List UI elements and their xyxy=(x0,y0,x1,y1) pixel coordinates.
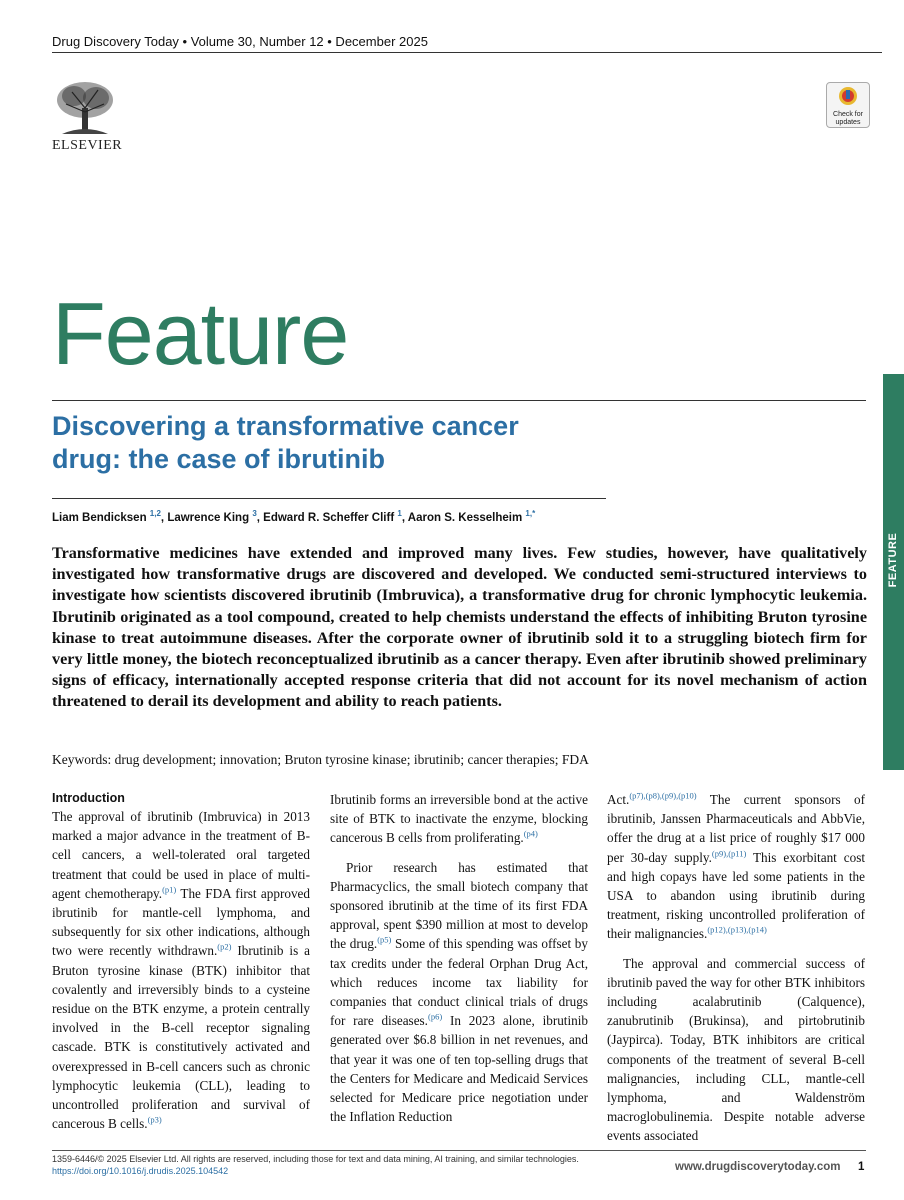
journal-header: Drug Discovery Today • Volume 30, Number 12 • December 2025 xyxy=(52,34,428,49)
citation-link[interactable]: (p5) xyxy=(377,935,392,946)
section-heading: Feature xyxy=(52,284,349,383)
citation-link[interactable]: (p6) xyxy=(427,1011,443,1022)
citation-link[interactable]: (p3) xyxy=(147,1114,162,1125)
paragraph: Ibrutinib forms an irreversible bond at the active site of BTK to inactivate the enzyme, blocking cancerous B cells from proliferating.$^{(p4)}$ xyxy=(330,792,588,846)
elsevier-tree-logo-icon xyxy=(52,78,118,136)
citation-link[interactable]: (p4) xyxy=(523,829,538,840)
keywords-label: Keywords: xyxy=(52,752,112,767)
publisher-name: ELSEVIER xyxy=(52,138,123,153)
body-column-3 xyxy=(607,790,865,1146)
footer-rule xyxy=(52,1150,866,1151)
section-rule xyxy=(52,400,866,401)
author-name[interactable]: Edward R. Scheffer Cliff xyxy=(263,511,395,524)
author-affiliation[interactable]: 1,* xyxy=(525,509,536,518)
author-affiliation[interactable]: 1,2 xyxy=(149,509,161,518)
citation-link[interactable]: (p2) xyxy=(217,942,232,953)
body-column-2 xyxy=(330,790,588,1126)
citation-link[interactable]: (p9),(p11) xyxy=(711,848,747,859)
citation-link[interactable]: (p7),(p8),(p9),(p10) xyxy=(629,790,697,801)
paragraph: Act.$^{(p7),(p8),(p9),(p10)}$ The current sponsors of ibrutinib, Janssen Pharmaceuticals and AbbVie, offer the drug at a list price of roughly $17 000 per 30-day supply.$^{(p9),(p11)}$ This exorbitant cost and high copays have led some patients in the USA to abandon using ibrutinib during treatment, risking uncontrolled proliferation of their malignancies.$^{(p12),(p13),(p14)}$ xyxy=(607,790,865,942)
body-column-1 xyxy=(52,790,310,1133)
author-affiliation[interactable]: 3 xyxy=(252,509,257,518)
author-affiliation[interactable]: 1 xyxy=(397,509,402,518)
journal-url[interactable]: www.drugdiscoverytoday.com xyxy=(675,1161,841,1173)
feature-side-tab-label: FEATURE xyxy=(887,532,899,588)
elsevier-logo[interactable] xyxy=(52,78,123,158)
citation-link[interactable]: (p1) xyxy=(162,884,177,895)
author-name[interactable]: Aaron S. Kesselheim xyxy=(407,511,523,524)
header-rule xyxy=(52,52,882,53)
abstract: Transformative medicines have extended and improved many lives. Few studies, however, have qualitatively investigated how transformative drugs are discovered and developed. We conducted semi-structured interviews to investigate how scientists discovered ibrutinib (Imbruvica), a transformative drug for chronic lymphocytic leukemia. Ibrutinib originated as a tool compound, created to help chemists understand the effects of inhibiting Bruton tyrosine kinase to treat autoimmune diseases. After the corporate owner of ibrutinib sold it to a struggling biotech firm for very little money, the biotech reconceptualized ibrutinib as a cancer therapy. Even after ibrutinib showed preliminary signs of efficacy, internationally accepted response criteria that did not account for its novel mechanism of action threatened to derail its development and ability to reach patients. xyxy=(52,544,867,711)
title-line-2: drug: the case of ibrutinib xyxy=(52,444,386,474)
citation-link[interactable]: (p12),(p13),(p14) xyxy=(707,925,767,936)
paragraph: The approval of ibrutinib (Imbruvica) in 2013 marked a major advance in the treatment of B-cell cancers, a well-tolerated oral targeted treatment that could be used in place of multi-agent chemotherapy.$^{(p1)}$ The FDA first approved ibrutinib for mantle-cell lymphoma, and subsequently for six other indications, although two were recently withdrawn.$^{(p2)}$ Ibrutinib is a Bruton tyrosine kinase (BTK) inhibitor that covalently and irreversibly binds to a cysteine residue on the BTK enzyme, a protein centrally involved in the B-cell receptor signaling cascade. BTK is constitutively activated and overexpressed in B-cell cancers such as chronic lymphocytic leukemia (CLL), leading to uncontrolled proliferation and survival of cancerous B cells.$^{(p3)}$ xyxy=(52,809,310,1132)
paragraph: Prior research has estimated that Pharmacyclics, the small biotech company that sponsored ibrutinib at the time of its first FDA approval, spent $390 million at most to develop the drug.$^{(p5)}$ Some of this spending was offset by tax credits under the federal Orphan Drug Act, which reduces income tax liability for companies that conduct clinical trials of drugs for rare diseases.$^{(p6)}$ In 2023 alone, ibrutinib generated over $6.8 billion in net revenues, and that year it was one of ten top-selling drugs that the Centers for Medicare and Medicaid Services selected for Medicare price negotiation under the Inflation Reduction xyxy=(330,859,588,1125)
keywords-list: drug development; innovation; Bruton tyrosine kinase; ibrutinib; cancer therapies; FDA xyxy=(114,752,589,767)
author-name[interactable]: Liam Bendicksen xyxy=(52,511,147,524)
article-title xyxy=(52,410,612,476)
section-heading-introduction: Introduction xyxy=(52,791,125,805)
feature-side-tab xyxy=(883,374,904,770)
title-rule xyxy=(52,498,606,499)
check-for-updates-label: Check for updates xyxy=(833,111,863,126)
footer-copyright: 1359-6446/© 2025 Elsevier Ltd. All rights are reserved, including those for text and data mining, AI training, and similar technologies. xyxy=(52,1154,579,1164)
title-line-1: Discovering a transformative cancer xyxy=(52,411,519,441)
check-for-updates-badge[interactable] xyxy=(826,82,870,128)
doi-link[interactable]: https://doi.org/10.1016/j.drudis.2025.104542 xyxy=(52,1166,229,1176)
page-number: 1 xyxy=(858,1161,865,1173)
keywords xyxy=(52,752,867,768)
author-list: Liam Bendicksen $^{1,2}$, Lawrence King $^3$, Edward R. Scheffer Cliff $^1$, Aaron S. Kesselheim $^{1,*}$ xyxy=(52,509,536,524)
paragraph: The approval and commercial success of ibrutinib paved the way for other BTK inhibitors including acalabrutinib (Calquence), zanubrutinib (Brukinsa), and pirtobrutinib (Jaypirca). Today, BTK inhibitors are critical components of the treatment of several B-cell malignancies, including CLL, mantle-cell lymphoma, and Waldenström macroglobulinemia. Despite notable adverse events associated xyxy=(607,955,865,1144)
author-name[interactable]: Lawrence King xyxy=(167,511,250,524)
check-for-updates-icon xyxy=(838,86,858,106)
